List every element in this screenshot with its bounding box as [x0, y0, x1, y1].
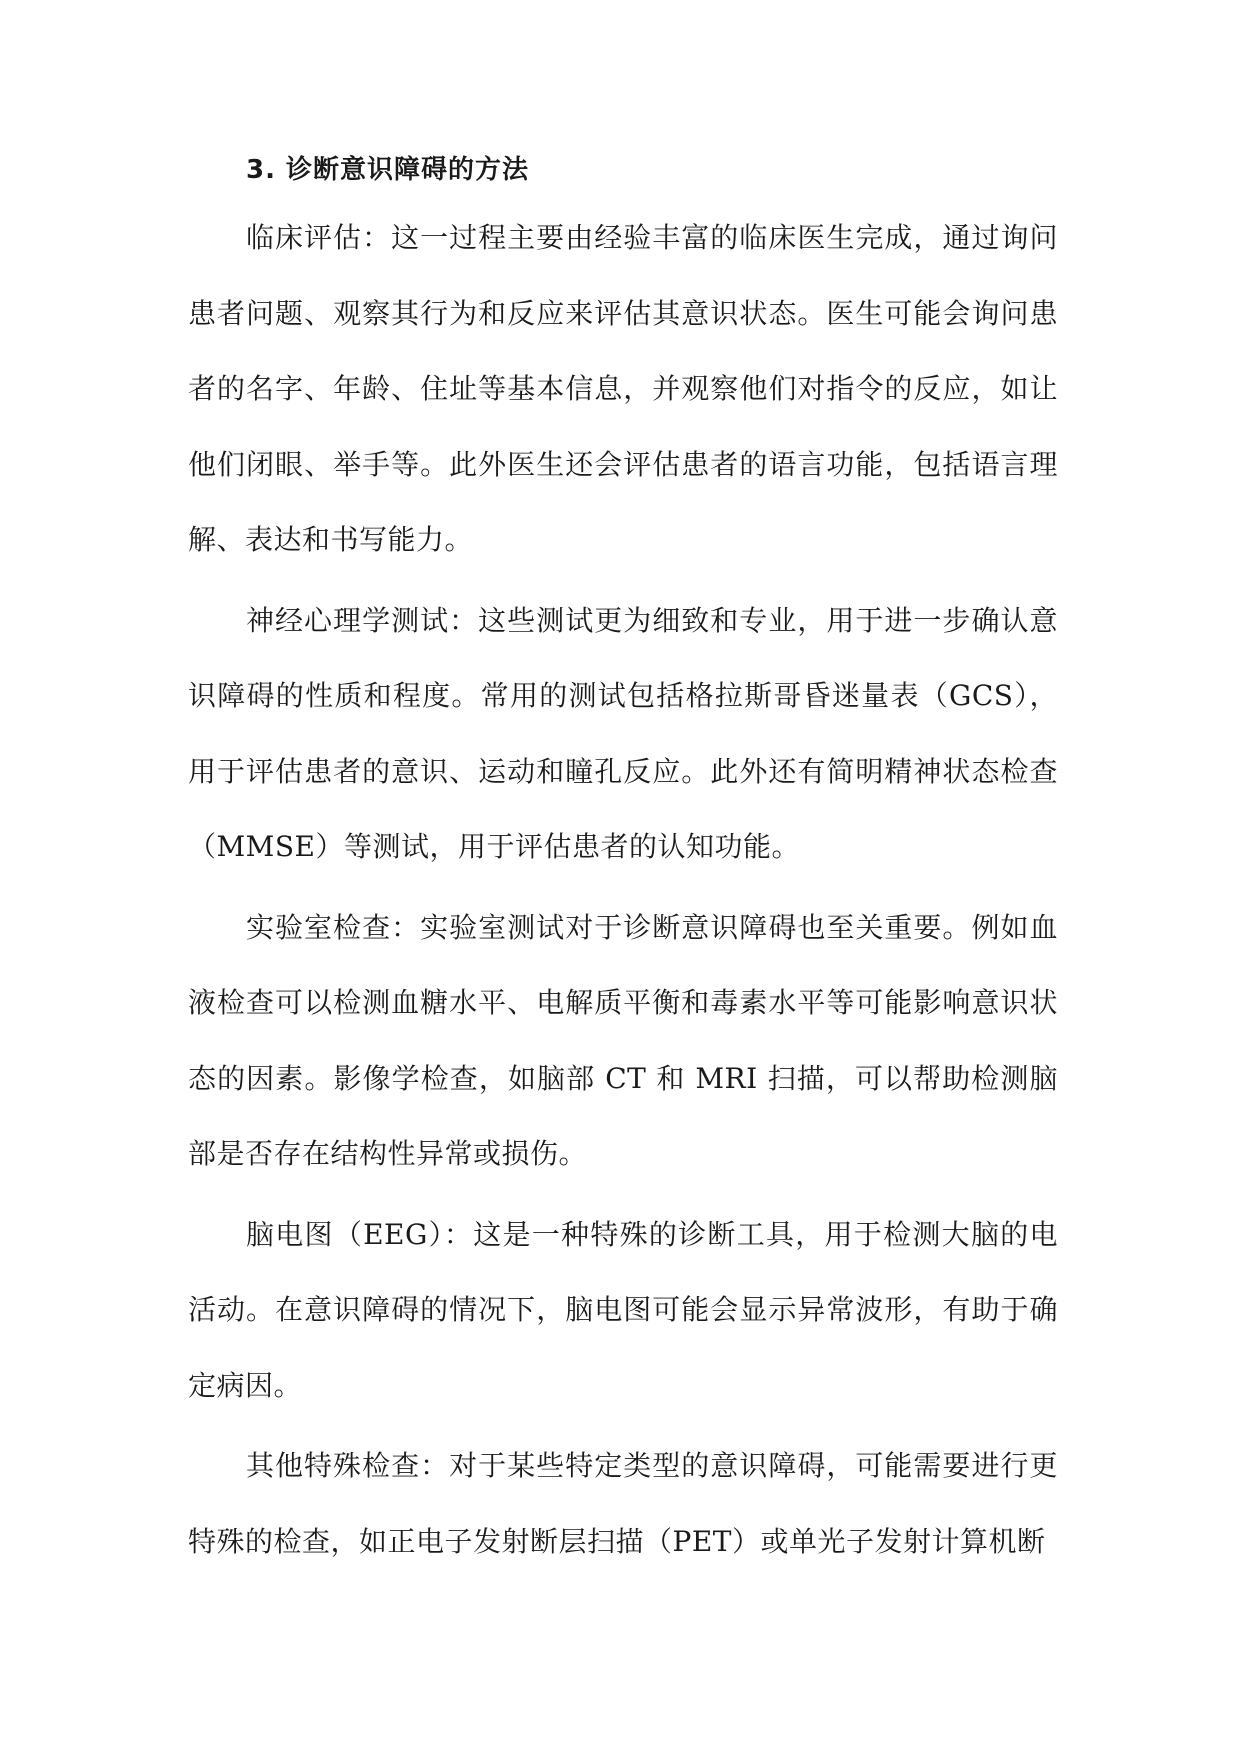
- paragraph-neuropsych-testing: 神经心理学测试：这些测试更为细致和专业，用于进一步确认意识障碍的性质和程度。常用的测试包括格拉斯哥昏迷量表（GCS），用于评估患者的意识、运动和瞳孔反应。此外还有简明精神状态检查（MMSE）等测试，用于评估患者的认知功能。: [188, 603, 1058, 863]
- paragraph-eeg: 脑电图（EEG）：这是一种特殊的诊断工具，用于检测大脑的电活动。在意识障碍的情况下，脑电图可能会显示异常波形，有助于确定病因。: [188, 1217, 1058, 1402]
- paragraph-special-tests: 其他特殊检查：对于某些特定类型的意识障碍，可能需要进行更特殊的检查，如正电子发射断层扫描（PET）或单光子发射计算机断: [188, 1449, 1058, 1558]
- paragraph-clinical-assessment: 临床评估：这一过程主要由经验丰富的临床医生完成，通过询问患者问题、观察其行为和反应来评估其意识状态。医生可能会询问患者的名字、年龄、住址等基本信息，并观察他们对指令的反应，如让他们闭眼、举手等。此外医生还会评估患者的语言功能，包括语言理解、表达和书写能力。: [188, 221, 1058, 556]
- section-heading: 3. 诊断意识障碍的方法: [246, 155, 530, 185]
- document-page: [188, 150, 1058, 1584]
- paragraph-lab-tests: 实验室检查：实验室测试对于诊断意识障碍也至关重要。例如血液检查可以检测血糖水平、电解质平衡和毒素水平等可能影响意识状态的因素。影像学检查，如脑部 CT 和 MRI 扫描，可以帮助检测脑部是否存在结构性异常或损伤。: [188, 910, 1058, 1170]
